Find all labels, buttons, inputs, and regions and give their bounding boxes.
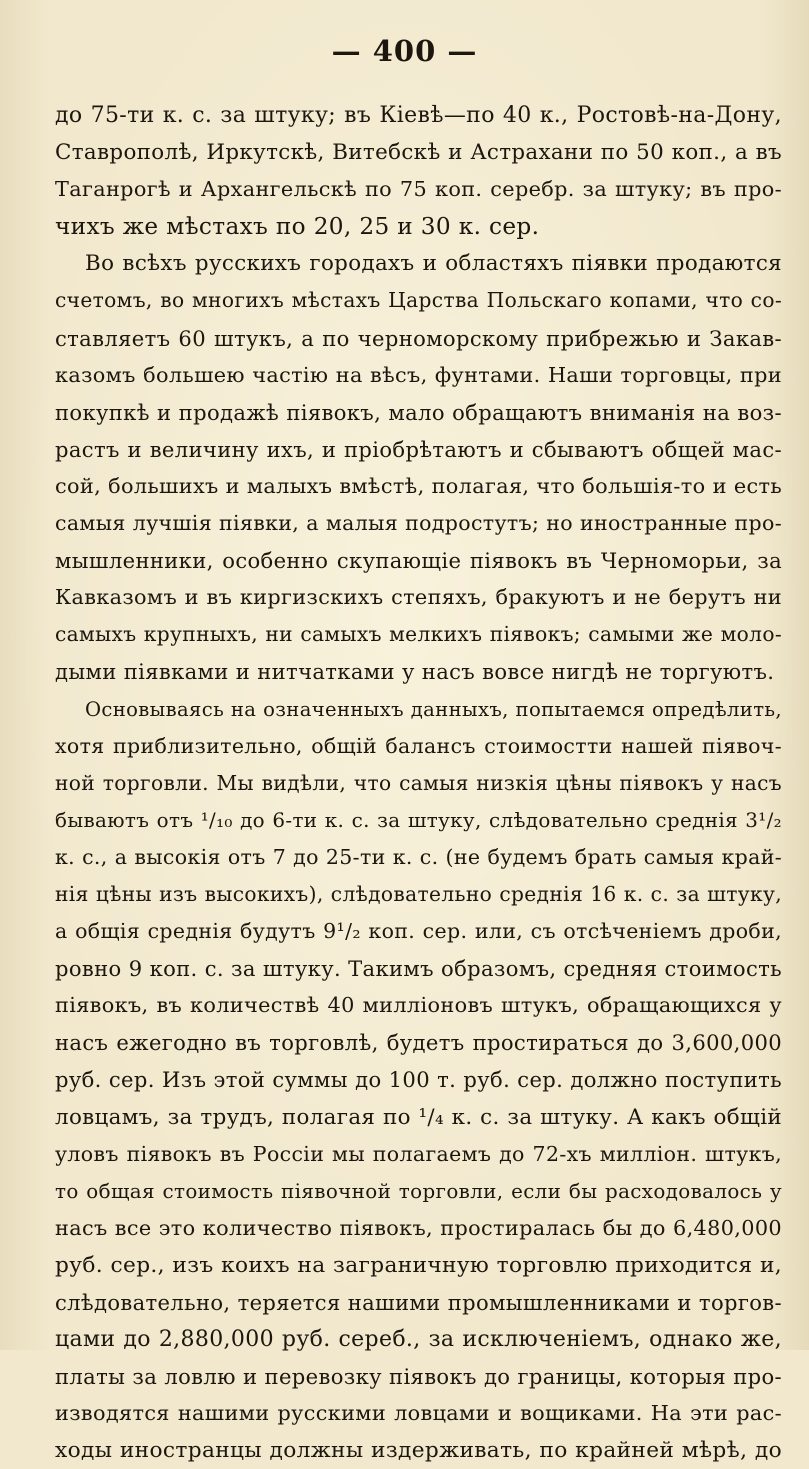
text-line: ной торговли. Мы видѣли, что самыя низкія цѣны піявокъ у насъ xyxy=(55,770,782,795)
text-line: ловцамъ, за трудъ, полагая по ¹/₄ к. с. за штуку. А какъ общій xyxy=(55,1104,782,1130)
text-line: уловъ піявокъ въ Россіи мы полагаемъ до 72-хъ милліон. штукъ, xyxy=(55,1141,782,1166)
text-line: покупкѣ и продажѣ піявокъ, мало обращаютъ вниманія на воз- xyxy=(55,399,782,425)
text-line: чихъ же мѣстахъ по 20, 25 и 30 к. сер. xyxy=(55,213,540,241)
text-line: платы за ловлю и перевозку піявокъ до границы, которыя про- xyxy=(55,1364,782,1390)
text-line: Ставрополѣ, Иркутскѣ, Витебскѣ и Астрахани по 50 коп., а въ xyxy=(55,140,782,166)
page-number: — 400 — xyxy=(331,34,478,68)
text-line: ходы иностранцы должны издерживать, по крайней мѣрѣ, до xyxy=(55,1438,782,1464)
text-line: а общія среднія будутъ 9¹/₂ коп. сер. или, съ отсѣченіемъ дроби, xyxy=(55,919,782,944)
text-line: Основываясь на означенныхъ данныхъ, попытаемся опредѣлить, xyxy=(85,697,782,721)
text-line: бываютъ отъ ¹/₁₀ до 6-ти к. с. за штуку, слѣдовательно среднія 3¹/₂ xyxy=(55,808,782,832)
text-line: мышленники, особенно скупающіе піявокъ въ Черноморьи, за xyxy=(55,548,782,574)
text-line: самыхъ крупныхъ, ни самыхъ мелкихъ піявокъ; самыми же моло- xyxy=(55,622,782,647)
text-line: казомъ большею частію на вѣсъ, фунтами. Наши торговцы, при xyxy=(55,362,782,387)
text-line: руб. сер., изъ коихъ на заграничную торговлю приходится и, xyxy=(55,1252,782,1278)
text-line: хотя приблизительно, общій балансъ стоимостти нашей піявоч- xyxy=(55,733,782,758)
text-line: руб. сер. Изъ этой суммы до 100 т. руб. сер. должно поступить xyxy=(55,1067,782,1093)
text-line: нія цѣны изъ высокихъ), слѣдовательно среднія 16 к. с. за штуку, xyxy=(55,881,782,906)
text-line: ставляетъ 60 штукъ, а по черноморскому прибрежью и Закав- xyxy=(55,325,782,351)
text-line: сой, большихъ и малыхъ вмѣстѣ, полагая, что большія-то и есть xyxy=(55,473,782,498)
text-line: то общая стоимость піявочной торговли, если бы расходовалось у xyxy=(55,1179,782,1203)
text-line: Во всѣхъ русскихъ городахъ и областяхъ піявки продаются xyxy=(85,251,782,277)
text-line: слѣдовательно, теряется нашими промышленниками и торгов- xyxy=(55,1290,782,1315)
text-line: к. с., а высокія отъ 7 до 25-ти к. с. (не будемъ брать самыя край- xyxy=(55,844,782,869)
text-line: до 75-ти к. с. за штуку; въ Кіевѣ—по 40 к., Ростовѣ-на-Дону, xyxy=(55,103,782,128)
text-line: изводятся нашими русскими ловцами и вощиками. На эти рас- xyxy=(55,1401,782,1426)
text-line: самыя лучшія піявки, а малыя подростутъ; но иностранные про- xyxy=(55,511,782,536)
text-line: ровно 9 коп. с. за штуку. Такимъ образомъ, средняя стоимость xyxy=(55,956,782,982)
text-line: насъ ежегодно въ торговлѣ, будетъ простираться до 3,600,000 xyxy=(55,1030,782,1056)
page-text xyxy=(55,97,782,1469)
text-line: піявокъ, въ количествѣ 40 милліоновъ штукъ, обращающихся у xyxy=(55,993,782,1018)
text-line: Кавказомъ и въ киргизскихъ степяхъ, бракуютъ и не берутъ ни xyxy=(55,585,782,610)
text-line: насъ все это количество піявокъ, простиралась бы до 6,480,000 xyxy=(55,1215,782,1240)
text-line: счетомъ, во многихъ мѣстахъ Царства Польскаго копами, что со- xyxy=(55,288,782,313)
text-line: Таганрогѣ и Архангельскѣ по 75 коп. серебр. за штуку; въ про- xyxy=(55,177,782,202)
text-line: растъ и величину ихъ, и пріобрѣтаютъ и сбываютъ общей мас- xyxy=(55,436,782,462)
text-line: цами до 2,880,000 руб. сереб., за исключеніемъ, однако же, xyxy=(55,1327,782,1353)
text-line: дыми піявками и нитчатками у насъ вовсе нигдѣ не торгуютъ. xyxy=(55,659,775,685)
